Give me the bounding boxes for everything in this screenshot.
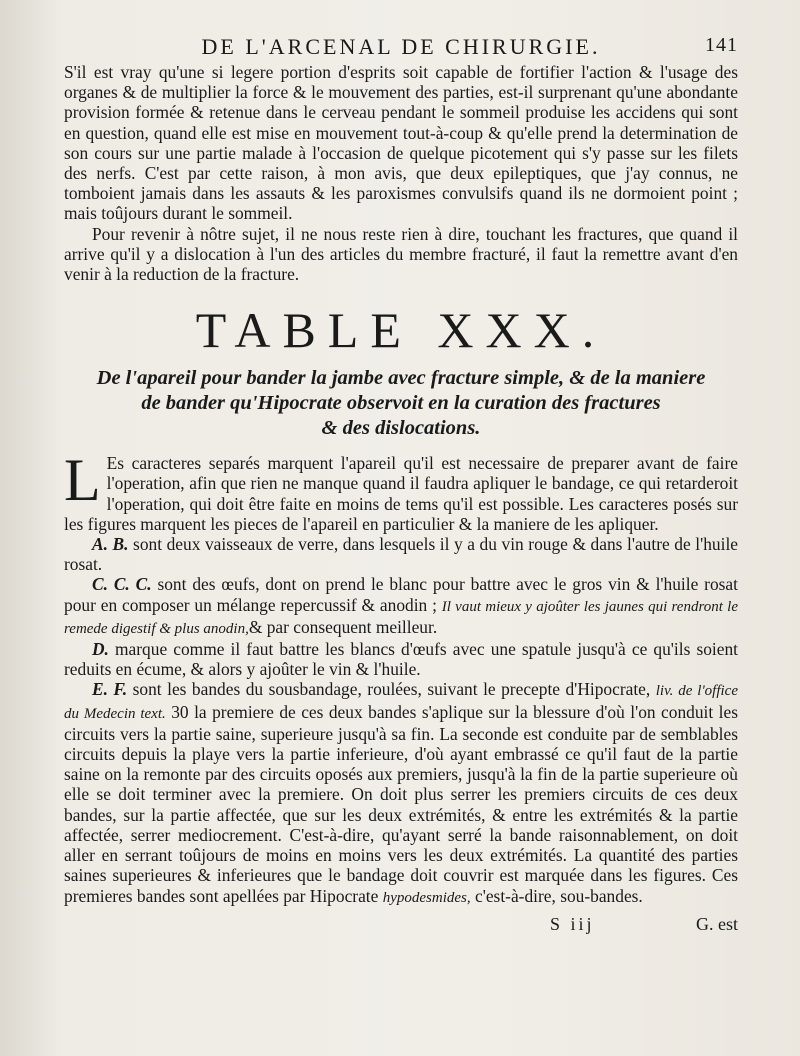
opening-paragraph: S'il est vray qu'une si legere portion d'esprits soit capable de fortifier l'action & l'usage des organes & de multiplier la force & le mouvement des parties, est-il surprenant qu'une abondante provision formée & retenue dans le cerveau pendant le sommeil produise les accidens qui sont en question, quand elle est mise en mouvement tout-à-coup & qu'elle prend la determination de son cours sur une partie malade à l'occasion de quelque picotement qui s'y passe sur les filets des nerfs. C'est par cette raison, à mon avis, que deux epileptiques, que j'ay connus, ne tomboient jamais dans les assauts & les paroxismes convulsifs quand ils ne dormoient point ; mais toûjours durant le sommeil. (64, 62, 738, 224)
item-label: A. B. (92, 534, 129, 555)
item-text: sont les bandes du sousbandage, roulées, suivant le precepte d'Hipocrate, (132, 679, 651, 700)
drop-cap: L (64, 447, 101, 514)
item-text-after: 30 la premiere de ces deux bandes s'aplique sur la blessure d'où l'on conduit les circuits vers la partie saine, superieure jusqu'à sa fin. La seconde est conduite par de semblables circuits depuis la playe vers la partie inferieure, d'où ayant embrassé ce qu'il faut de la partie saine on la remonte par des circuits oposés aux premiers, jusqu'à la fin de la partie superieure où elle se doit terminer avec la premiere. On doit plus serrer les premiers circuits de ces deux bandes, sur la partie affectée, que sur les deux extrémités, & entre les extrémités & la partie affectée, serrer mediocrement. C'est-à-dire, qu'ayant serré la bande raisonnablement, on doit aller en serrant toûjours de moins en moins vers les deux extrémités. La quantité des parties saines superieures & inferieures que le bandage doit couvrir est marquée dans les figures. Ces premieres bandes sont apellées par Hipocrate (64, 701, 738, 906)
item-italic-note: Il vaut mieux y ajoûter les jaunes qui rendront le remede digestif & plus anodin, (64, 598, 738, 637)
running-head-title: DE L'ARCENAL DE CHIRURGIE. (201, 34, 601, 59)
subtitle-line: De l'apareil pour bander la jambe avec fracture simple, & de la maniere (96, 367, 706, 390)
item-italic-reference: liv. de l'office du Medecin text. (64, 683, 738, 722)
running-head (64, 34, 738, 60)
subtitle-line: & des dislocations. (321, 417, 481, 440)
table-title: TABLE XXX. (195, 302, 607, 359)
item-text: sont deux vaisseaux de verre, dans lesquels il y a du vin rouge & dans l'autre de l'huile rosat. (64, 534, 738, 575)
item-paragraph-d (64, 639, 738, 679)
item-paragraph-ab (64, 534, 738, 574)
item-text-after: & par consequent meilleur. (248, 616, 438, 637)
item-paragraph-ef (64, 679, 738, 907)
catchword: G. est (696, 913, 738, 934)
intro-paragraph (64, 447, 738, 534)
table-subtitle (64, 366, 738, 441)
subtitle-line: de bander qu'Hipocrate observoit en la curation des fractures (141, 392, 661, 415)
intro-text: Es caracteres separés marquent l'apareil qu'il est necessaire de preparer avant de faire l'operation, afin que rien ne manque quand il faudra apliquer le bandage, ce qui retarderoit l'operation, qui doit être faite en moins de tems qu'il est possible. Les caracteres posés sur les figures marquent les pieces de l'apareil en particulier & la maniere de les apliquer. (64, 453, 738, 534)
item-label: D. (92, 639, 109, 660)
item-text: marque comme il faut battre les blancs d'œufs avec une spatule jusqu'à ce qu'ils soient reduits en écume, & alors y ajoûter le vin & l'huile. (64, 639, 738, 680)
return-paragraph: Pour revenir à nôtre sujet, il ne nous reste rien à dire, touchant les fractures, que quand il arrive qu'il y a dislocation à l'un des articles du membre fracturé, il faut la remettre avant d'en venir à la reduction de la fracture. (64, 223, 738, 285)
page-number: 141 (705, 34, 738, 56)
item-paragraph-ccc (64, 574, 738, 639)
signature-mark: S iij (550, 913, 595, 934)
item-italic-term: hypodesmides, (382, 889, 471, 906)
page-footer (64, 912, 738, 938)
item-text: sont des œufs, dont on prend le blanc pour battre avec le gros vin & l'huile rosat pour en composer un mélange repercussif & anodin ; (64, 574, 738, 615)
item-label: C. C. C. (92, 574, 152, 595)
item-label: E. F. (92, 679, 128, 700)
item-text-end: c'est-à-dire, sou-bandes. (474, 885, 643, 906)
